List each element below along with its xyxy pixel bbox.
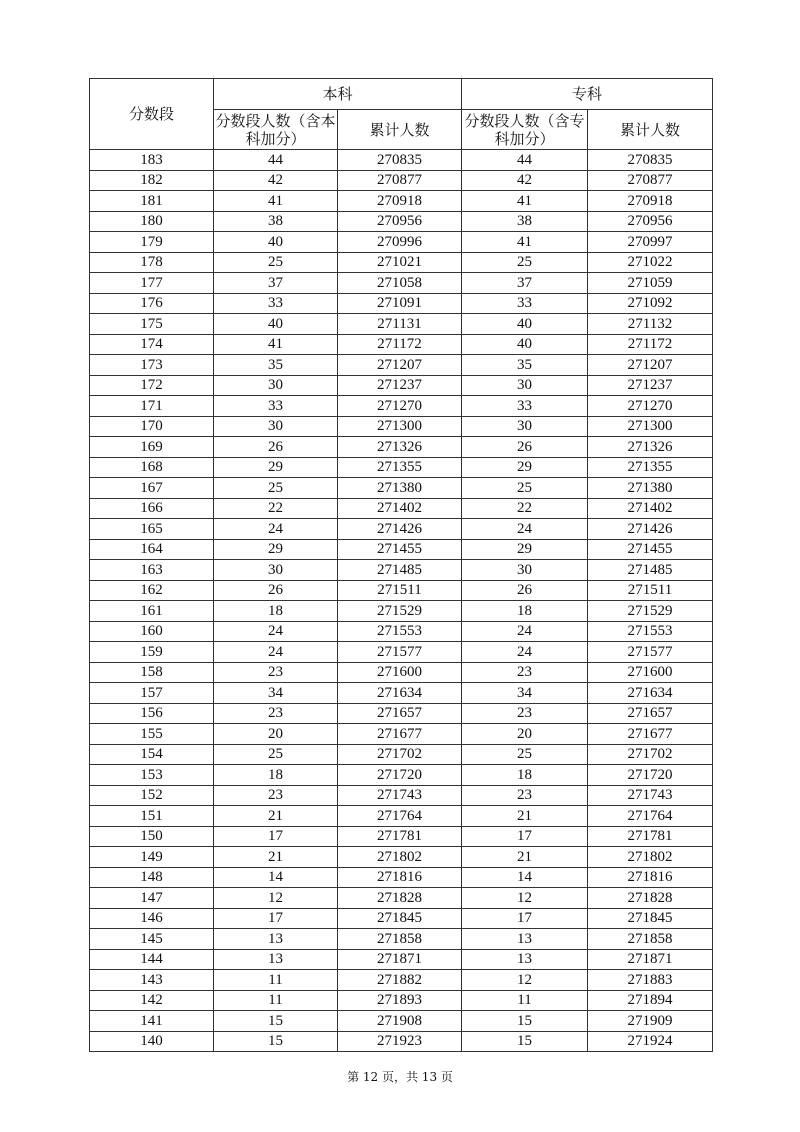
table-row [90,847,713,868]
college-cumulative-cell: 271485 [588,560,713,581]
college-cumulative-cell: 271059 [588,273,713,294]
table-row [90,929,713,950]
college-count-cell: 30 [462,560,588,581]
table-row [90,867,713,888]
college-cumulative-cell: 270997 [588,232,713,253]
score-cell: 183 [90,150,214,171]
college-count-cell: 25 [462,478,588,499]
college-cumulative-cell: 271828 [588,888,713,909]
score-cell: 165 [90,519,214,540]
table-row [90,416,713,437]
college-count-cell: 23 [462,703,588,724]
undergrad-count-cell: 24 [214,621,338,642]
undergrad-cumulative-cell: 271802 [338,847,462,868]
table-body [90,150,713,1052]
college-count-cell: 15 [462,1011,588,1032]
college-count-cell: 12 [462,888,588,909]
score-cell: 163 [90,560,214,581]
undergrad-count-cell: 17 [214,908,338,929]
undergrad-cumulative-cell: 271553 [338,621,462,642]
college-cumulative-cell: 271677 [588,724,713,745]
undergrad-cumulative-cell: 271091 [338,293,462,314]
undergrad-cumulative-cell: 271172 [338,334,462,355]
table-row [90,724,713,745]
college-count-cell: 29 [462,457,588,478]
college-count-cell: 23 [462,785,588,806]
score-cell: 156 [90,703,214,724]
college-count-cell: 15 [462,1031,588,1052]
college-count-cell: 21 [462,847,588,868]
college-cumulative-cell: 271924 [588,1031,713,1052]
table-row [90,826,713,847]
college-count-cell: 30 [462,375,588,396]
undergrad-cumulative-cell: 271131 [338,314,462,335]
undergrad-count-cell: 13 [214,929,338,950]
score-cell: 149 [90,847,214,868]
college-cumulative-cell: 271092 [588,293,713,314]
score-cell: 176 [90,293,214,314]
undergrad-count-cell: 25 [214,744,338,765]
college-count-cell: 35 [462,355,588,376]
undergrad-count-cell: 41 [214,334,338,355]
undergrad-count-cell: 23 [214,662,338,683]
table-row [90,601,713,622]
score-cell: 171 [90,396,214,417]
college-count-cell: 25 [462,252,588,273]
score-cell: 169 [90,437,214,458]
undergrad-cumulative-cell: 271402 [338,498,462,519]
table-row [90,949,713,970]
undergrad-count-cell: 14 [214,867,338,888]
college-cumulative-cell: 271845 [588,908,713,929]
undergrad-count-cell: 40 [214,232,338,253]
college-cumulative-cell: 270918 [588,191,713,212]
college-count-cell: 24 [462,621,588,642]
undergrad-count-cell: 11 [214,990,338,1011]
undergrad-count-cell: 38 [214,211,338,232]
score-cell: 158 [90,662,214,683]
college-count-cell: 29 [462,539,588,560]
score-cell: 147 [90,888,214,909]
college-cumulative-cell: 271909 [588,1011,713,1032]
score-cell: 178 [90,252,214,273]
table-row [90,642,713,663]
college-cumulative-cell: 271894 [588,990,713,1011]
college-count-cell: 40 [462,314,588,335]
table-row [90,580,713,601]
undergrad-count-cell: 42 [214,170,338,191]
score-cell: 166 [90,498,214,519]
college-cumulative-cell: 271455 [588,539,713,560]
undergrad-count-cell: 21 [214,806,338,827]
table-row [90,1031,713,1052]
score-cell: 170 [90,416,214,437]
college-cumulative-cell: 271702 [588,744,713,765]
college-count-cell: 20 [462,724,588,745]
college-cumulative-cell: 271802 [588,847,713,868]
undergrad-count-cell: 18 [214,765,338,786]
table-row [90,683,713,704]
college-cumulative-cell: 271634 [588,683,713,704]
undergrad-count-cell: 33 [214,396,338,417]
undergrad-cumulative-cell: 271882 [338,970,462,991]
college-count-cell: 41 [462,191,588,212]
score-cell: 154 [90,744,214,765]
college-cumulative-cell: 271022 [588,252,713,273]
college-cumulative-cell: 271883 [588,970,713,991]
score-cell: 142 [90,990,214,1011]
undergrad-count-cell: 26 [214,580,338,601]
table-row [90,560,713,581]
undergrad-count-cell: 41 [214,191,338,212]
college-count-cell: 21 [462,806,588,827]
college-cumulative-cell: 271743 [588,785,713,806]
table-row [90,765,713,786]
table-row [90,806,713,827]
score-cell: 173 [90,355,214,376]
table-row [90,1011,713,1032]
college-count-cell: 24 [462,642,588,663]
college-count-cell: 22 [462,498,588,519]
score-cell: 179 [90,232,214,253]
undergrad-count-cell: 34 [214,683,338,704]
score-cell: 155 [90,724,214,745]
college-count-cell: 17 [462,826,588,847]
score-cell: 141 [90,1011,214,1032]
undergrad-cumulative-cell: 271355 [338,457,462,478]
header-undergrad-cumulative: 累计人数 [338,110,462,150]
college-count-cell: 33 [462,396,588,417]
college-cumulative-cell: 271600 [588,662,713,683]
table-row [90,232,713,253]
score-cell: 175 [90,314,214,335]
score-cell: 143 [90,970,214,991]
college-cumulative-cell: 270956 [588,211,713,232]
undergrad-cumulative-cell: 271816 [338,867,462,888]
undergrad-count-cell: 12 [214,888,338,909]
college-cumulative-cell: 271764 [588,806,713,827]
college-cumulative-cell: 270835 [588,150,713,171]
undergrad-cumulative-cell: 271600 [338,662,462,683]
college-cumulative-cell: 271380 [588,478,713,499]
undergrad-cumulative-cell: 271743 [338,785,462,806]
college-count-cell: 30 [462,416,588,437]
undergrad-cumulative-cell: 271657 [338,703,462,724]
undergrad-count-cell: 18 [214,601,338,622]
college-cumulative-cell: 271511 [588,580,713,601]
undergrad-count-cell: 13 [214,949,338,970]
college-count-cell: 41 [462,232,588,253]
undergrad-count-cell: 44 [214,150,338,171]
undergrad-cumulative-cell: 271781 [338,826,462,847]
college-count-cell: 42 [462,170,588,191]
table-row [90,170,713,191]
undergrad-cumulative-cell: 270956 [338,211,462,232]
undergrad-count-cell: 33 [214,293,338,314]
college-count-cell: 17 [462,908,588,929]
score-cell: 144 [90,949,214,970]
table-row [90,273,713,294]
undergrad-cumulative-cell: 271634 [338,683,462,704]
college-cumulative-cell: 271426 [588,519,713,540]
college-cumulative-cell: 270877 [588,170,713,191]
score-cell: 162 [90,580,214,601]
table-row [90,191,713,212]
undergrad-count-cell: 26 [214,437,338,458]
undergrad-cumulative-cell: 271764 [338,806,462,827]
table-row [90,252,713,273]
table-row [90,498,713,519]
college-cumulative-cell: 271871 [588,949,713,970]
table-row [90,396,713,417]
undergrad-cumulative-cell: 271529 [338,601,462,622]
score-cell: 153 [90,765,214,786]
score-cell: 177 [90,273,214,294]
college-count-cell: 12 [462,970,588,991]
college-cumulative-cell: 271529 [588,601,713,622]
undergrad-count-cell: 30 [214,375,338,396]
college-cumulative-cell: 271402 [588,498,713,519]
undergrad-cumulative-cell: 270918 [338,191,462,212]
college-cumulative-cell: 271172 [588,334,713,355]
score-cell: 146 [90,908,214,929]
college-count-cell: 40 [462,334,588,355]
score-cell: 174 [90,334,214,355]
college-cumulative-cell: 271816 [588,867,713,888]
undergrad-cumulative-cell: 271908 [338,1011,462,1032]
college-cumulative-cell: 271132 [588,314,713,335]
undergrad-cumulative-cell: 270877 [338,170,462,191]
college-count-cell: 34 [462,683,588,704]
score-cell: 164 [90,539,214,560]
table-row [90,478,713,499]
college-count-cell: 25 [462,744,588,765]
undergrad-cumulative-cell: 271893 [338,990,462,1011]
college-cumulative-cell: 271657 [588,703,713,724]
table-row [90,662,713,683]
undergrad-count-cell: 23 [214,785,338,806]
table-row [90,314,713,335]
score-cell: 148 [90,867,214,888]
undergrad-cumulative-cell: 271485 [338,560,462,581]
college-cumulative-cell: 271720 [588,765,713,786]
undergrad-cumulative-cell: 271455 [338,539,462,560]
table-row [90,334,713,355]
undergrad-cumulative-cell: 271426 [338,519,462,540]
undergrad-count-cell: 40 [214,314,338,335]
table-row [90,211,713,232]
undergrad-cumulative-cell: 271577 [338,642,462,663]
college-count-cell: 14 [462,867,588,888]
page-footer: 第 12 页，共 13 页 [347,1070,453,1084]
table-row [90,621,713,642]
table-row [90,539,713,560]
score-cell: 168 [90,457,214,478]
undergrad-count-cell: 15 [214,1031,338,1052]
college-count-cell: 38 [462,211,588,232]
undergrad-cumulative-cell: 271270 [338,396,462,417]
table-row [90,519,713,540]
undergrad-cumulative-cell: 271021 [338,252,462,273]
undergrad-count-cell: 21 [214,847,338,868]
college-cumulative-cell: 271355 [588,457,713,478]
college-cumulative-cell: 271553 [588,621,713,642]
undergrad-cumulative-cell: 271702 [338,744,462,765]
undergrad-count-cell: 22 [214,498,338,519]
college-cumulative-cell: 271207 [588,355,713,376]
score-cell: 159 [90,642,214,663]
undergrad-cumulative-cell: 271871 [338,949,462,970]
college-count-cell: 13 [462,949,588,970]
score-cell: 157 [90,683,214,704]
undergrad-count-cell: 30 [214,416,338,437]
score-cell: 182 [90,170,214,191]
undergrad-count-cell: 24 [214,519,338,540]
college-count-cell: 24 [462,519,588,540]
table-row [90,990,713,1011]
score-cell: 150 [90,826,214,847]
undergrad-cumulative-cell: 271720 [338,765,462,786]
undergrad-cumulative-cell: 271300 [338,416,462,437]
college-cumulative-cell: 271270 [588,396,713,417]
table-row [90,355,713,376]
college-count-cell: 23 [462,662,588,683]
score-cell: 151 [90,806,214,827]
score-distribution-table [89,78,713,1052]
undergrad-cumulative-cell: 271845 [338,908,462,929]
college-count-cell: 26 [462,580,588,601]
undergrad-cumulative-cell: 271326 [338,437,462,458]
score-cell: 140 [90,1031,214,1052]
score-cell: 145 [90,929,214,950]
undergrad-count-cell: 35 [214,355,338,376]
table-row [90,375,713,396]
college-cumulative-cell: 271858 [588,929,713,950]
table-row [90,150,713,171]
table-row [90,293,713,314]
undergrad-count-cell: 37 [214,273,338,294]
table-row [90,785,713,806]
score-cell: 172 [90,375,214,396]
college-count-cell: 37 [462,273,588,294]
undergrad-cumulative-cell: 271923 [338,1031,462,1052]
header-score-segment: 分数段 [90,79,214,150]
undergrad-cumulative-cell: 271511 [338,580,462,601]
undergrad-count-cell: 29 [214,457,338,478]
undergrad-cumulative-cell: 270835 [338,150,462,171]
undergrad-count-cell: 15 [214,1011,338,1032]
score-cell: 181 [90,191,214,212]
undergrad-cumulative-cell: 271858 [338,929,462,950]
undergrad-count-cell: 17 [214,826,338,847]
college-cumulative-cell: 271326 [588,437,713,458]
undergrad-cumulative-cell: 271207 [338,355,462,376]
college-cumulative-cell: 271237 [588,375,713,396]
score-cell: 160 [90,621,214,642]
table-row [90,888,713,909]
undergrad-cumulative-cell: 271237 [338,375,462,396]
header-college-count: 分数段人数（含专科加分） [462,110,588,150]
college-cumulative-cell: 271300 [588,416,713,437]
table-row [90,908,713,929]
college-cumulative-cell: 271781 [588,826,713,847]
undergrad-cumulative-cell: 271677 [338,724,462,745]
score-cell: 167 [90,478,214,499]
header-college-cumulative: 累计人数 [588,110,713,150]
table-row [90,457,713,478]
score-cell: 152 [90,785,214,806]
college-count-cell: 11 [462,990,588,1011]
undergrad-count-cell: 20 [214,724,338,745]
undergrad-count-cell: 25 [214,252,338,273]
score-cell: 180 [90,211,214,232]
undergrad-cumulative-cell: 271380 [338,478,462,499]
college-count-cell: 18 [462,765,588,786]
college-count-cell: 44 [462,150,588,171]
header-undergrad: 本科 [214,79,462,110]
undergrad-count-cell: 30 [214,560,338,581]
table-row [90,970,713,991]
table-row [90,703,713,724]
undergrad-count-cell: 23 [214,703,338,724]
table-row [90,744,713,765]
score-cell: 161 [90,601,214,622]
college-count-cell: 33 [462,293,588,314]
college-count-cell: 18 [462,601,588,622]
college-count-cell: 13 [462,929,588,950]
undergrad-cumulative-cell: 271828 [338,888,462,909]
header-junior-college: 专科 [462,79,713,110]
undergrad-count-cell: 29 [214,539,338,560]
college-cumulative-cell: 271577 [588,642,713,663]
undergrad-cumulative-cell: 271058 [338,273,462,294]
table-row [90,437,713,458]
college-count-cell: 26 [462,437,588,458]
undergrad-count-cell: 24 [214,642,338,663]
header-undergrad-count: 分数段人数（含本科加分） [215,111,336,148]
undergrad-cumulative-cell: 270996 [338,232,462,253]
undergrad-count-cell: 25 [214,478,338,499]
undergrad-count-cell: 11 [214,970,338,991]
